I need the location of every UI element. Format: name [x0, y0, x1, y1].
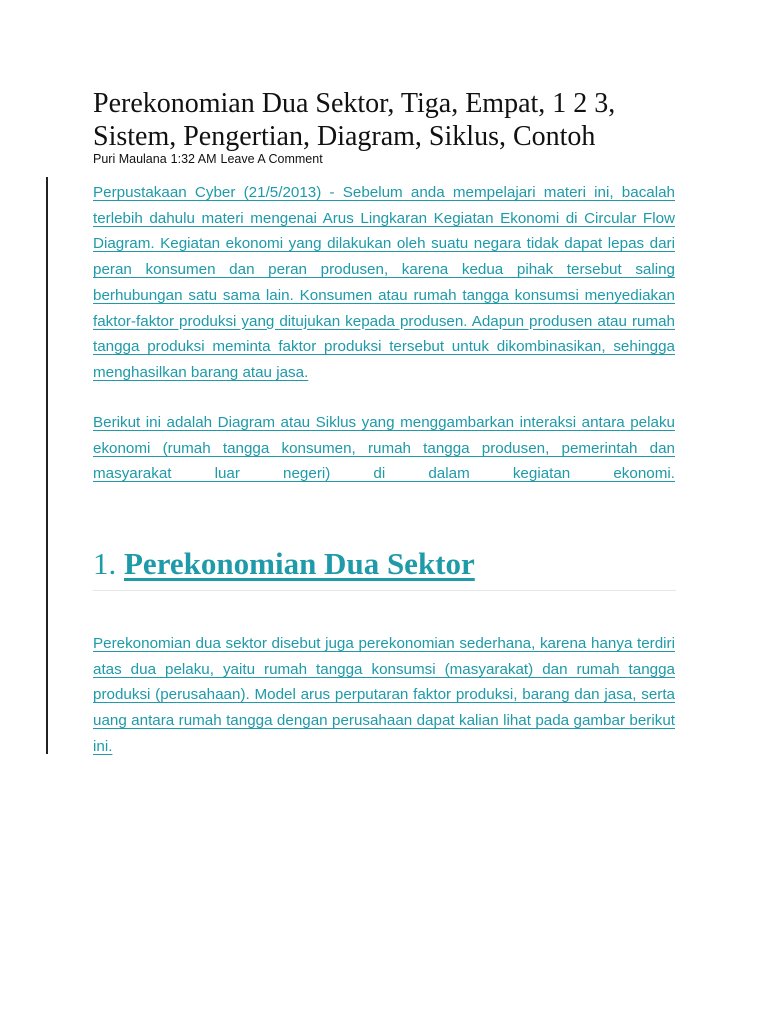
post-time: 1:32 AM — [170, 152, 217, 166]
diagram-intro-paragraph[interactable]: Berikut ini adalah Diagram atau Siklus yang menggambarkan interaksi antara pelaku ekonomi (rumah tangga konsumen, rumah tangga produsen, pemerintah dan masyarakat luar negeri) di dalam kegiatan ekonomi. — [93, 414, 675, 483]
post-author[interactable]: Puri Maulana — [93, 152, 167, 166]
section-number: 1. — [93, 546, 117, 581]
section-heading-dua-sektor — [93, 544, 676, 591]
leave-comment-link[interactable]: Leave A Comment — [220, 152, 323, 166]
post-title: Perekonomian Dua Sektor, Tiga, Empat, 1 2 3, Sistem, Pengertian, Diagram, Siklus, Contoh — [93, 88, 616, 152]
left-vertical-rule — [46, 177, 48, 754]
dua-sektor-paragraph[interactable]: Perekonomian dua sektor disebut juga perekonomian sederhana, karena hanya terdiri atas dua pelaku, yaitu rumah tangga konsumsi (masyarakat) dan rumah tangga produksi (perusahaan). Model arus perputaran faktor produksi, barang dan jasa, serta uang antara rumah tangga dengan perusahaan dapat kalian lihat pada gambar berikut ini. — [93, 635, 675, 755]
post-meta — [93, 152, 327, 167]
section-heading-link[interactable]: Perekonomian Dua Sektor — [124, 546, 475, 581]
intro-paragraph[interactable]: Perpustakaan Cyber (21/5/2013) - Sebelum anda mempelajari materi ini, bacalah terlebih dahulu materi mengenai Arus Lingkaran Kegiatan Ekonomi di Circular Flow Diagram. Kegiatan ekonomi yang dilakukan oleh suatu negara tidak dapat lepas dari peran konsumen dan peran produsen, karena kedua pihak tersebut saling berhubungan satu sama lain. Konsumen atau rumah tangga konsumsi menyediakan faktor-faktor produksi yang ditujukan kepada produsen. Adapun produsen atau rumah tangga produksi meminta faktor produksi tersebut untuk dikombinasikan, sehingga menghasilkan barang atau jasa. — [93, 184, 675, 381]
